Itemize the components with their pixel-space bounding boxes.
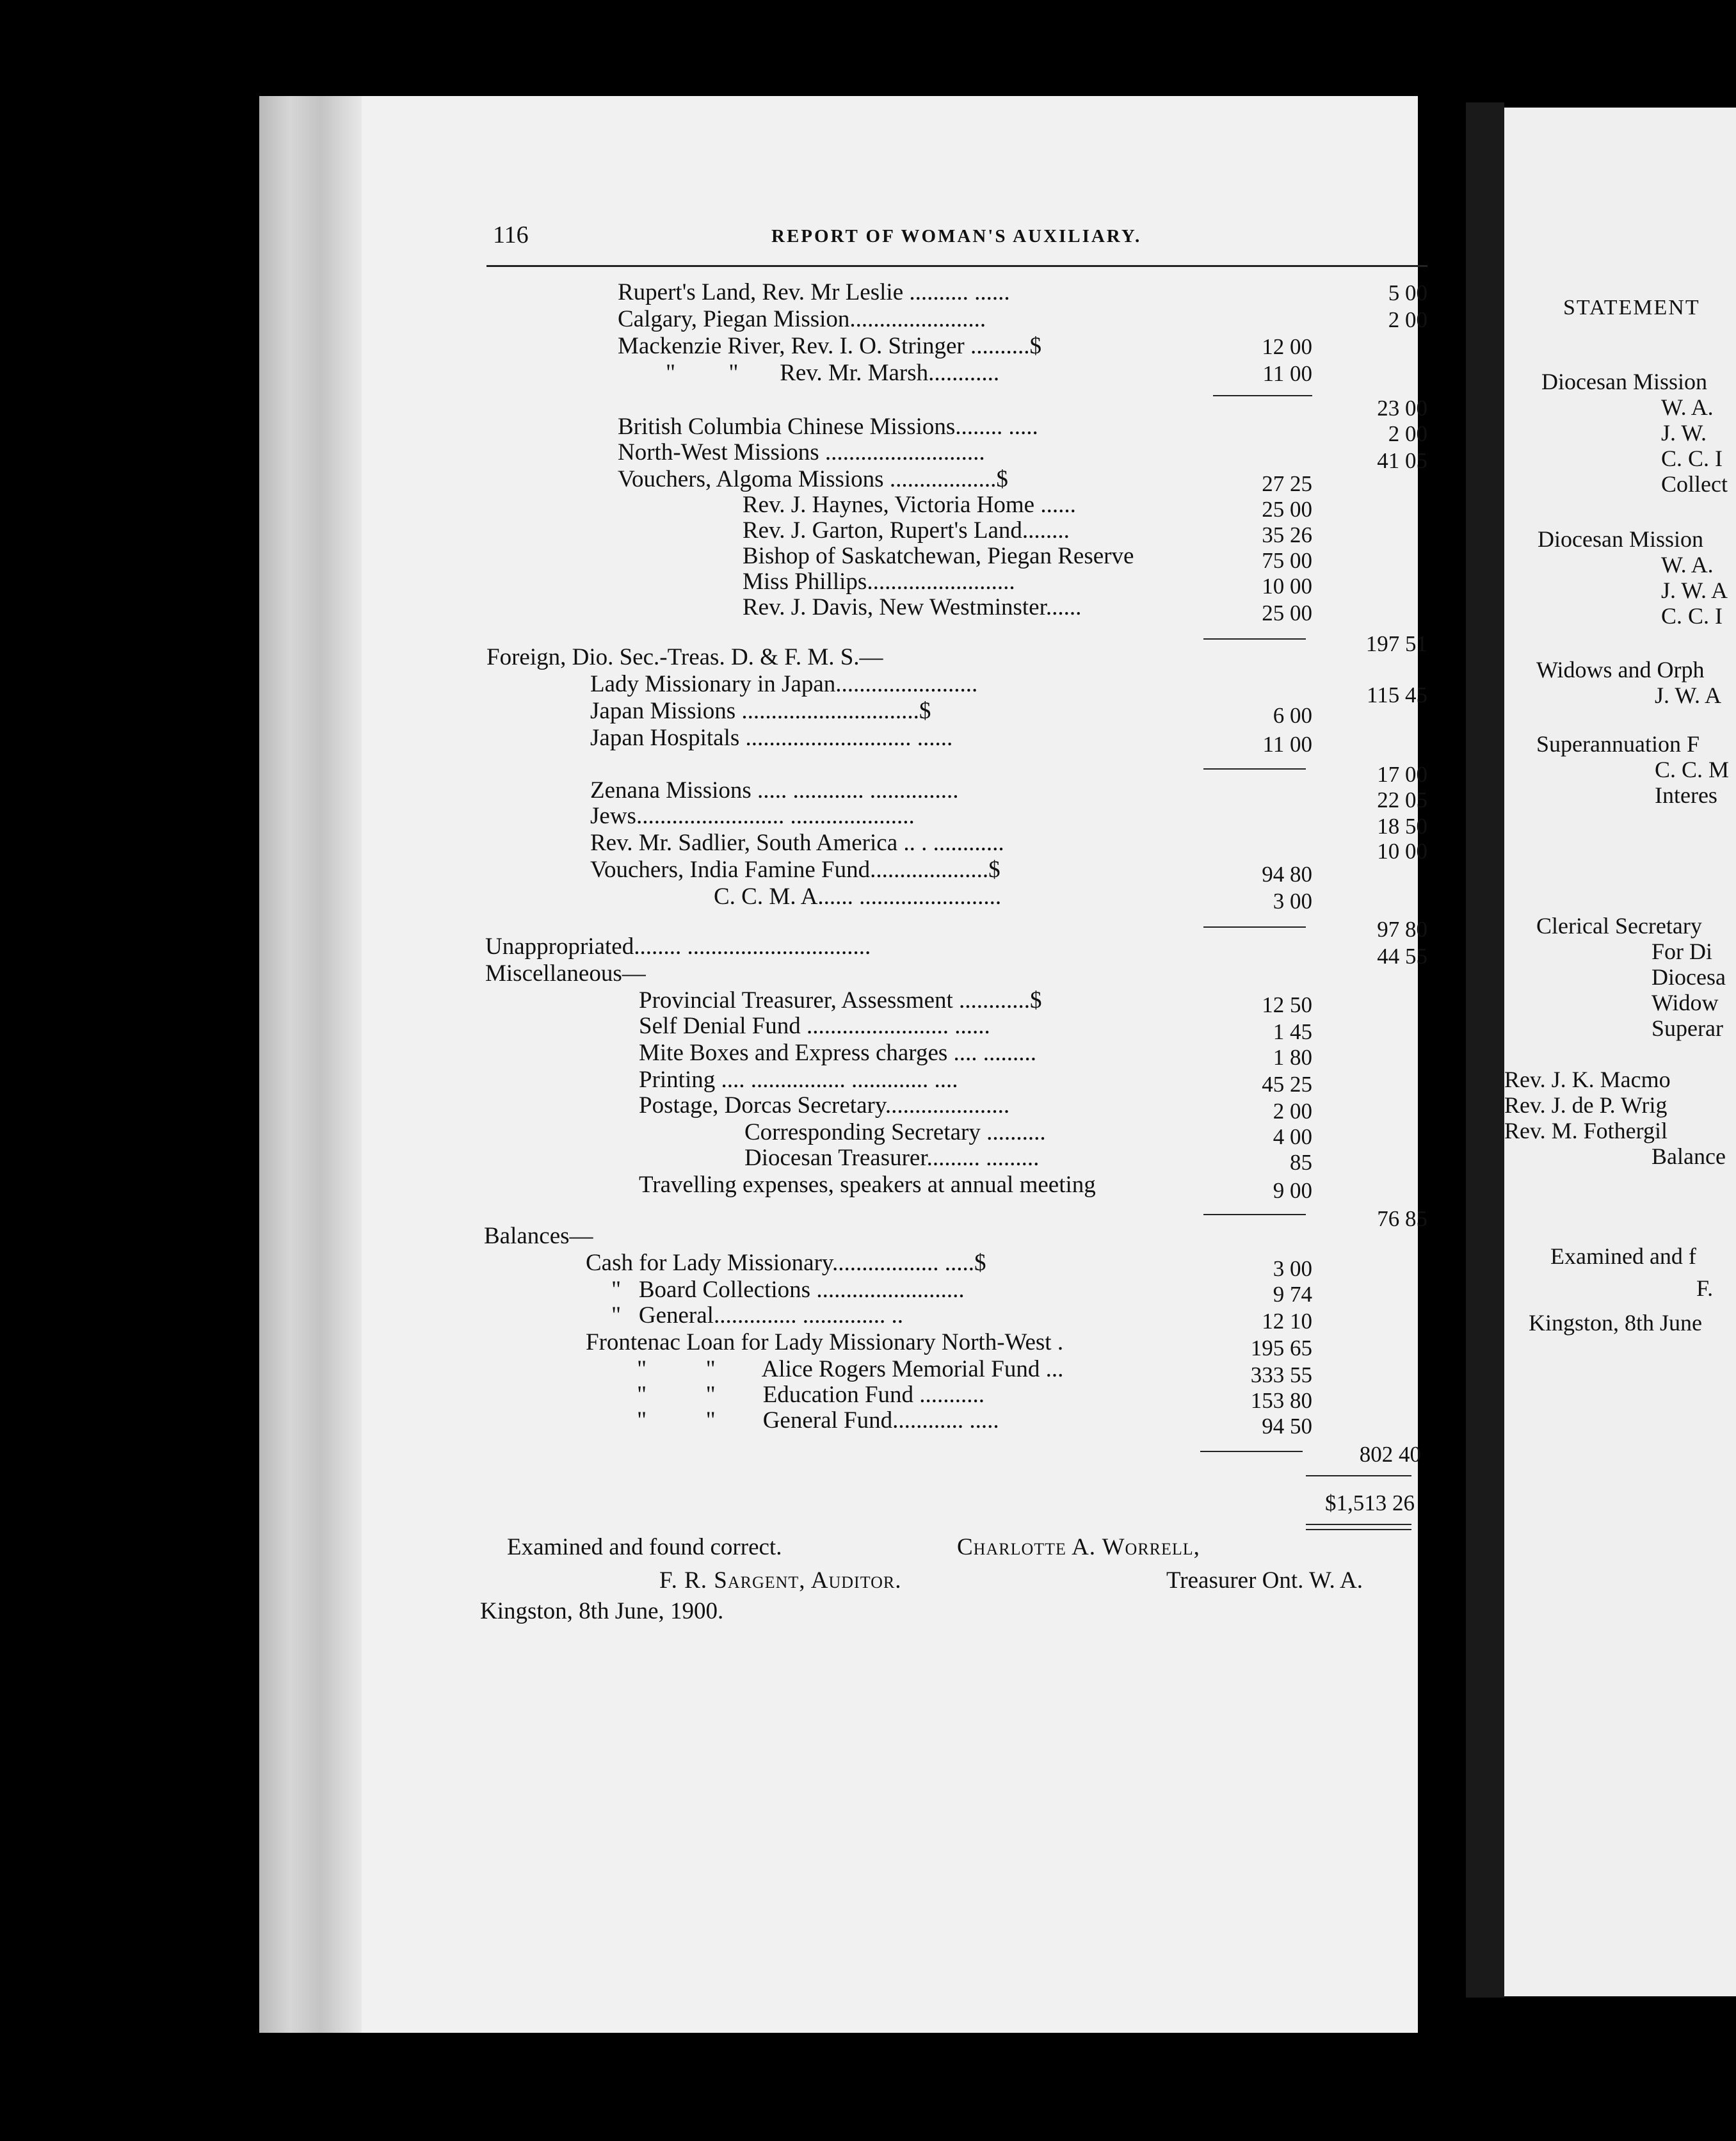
item-amount: 12 00 — [1262, 334, 1312, 359]
treasurer-name: Charlotte A. Worrell, — [957, 1534, 1200, 1560]
ledger-line: Provincial Treasurer, Assessment ............$ — [639, 987, 1042, 1014]
item-amount: 25 00 — [1262, 601, 1312, 626]
right-page-line: Rev. M. Fothergil — [1504, 1118, 1668, 1143]
ledger-line: " Board Collections ......................... — [611, 1277, 965, 1303]
right-page-line: C. C. I — [1661, 603, 1723, 629]
total-amount: 76 85 — [1377, 1206, 1427, 1231]
ledger-line: " " Education Fund ........... — [637, 1382, 985, 1408]
item-amount: 4 00 — [1273, 1124, 1312, 1149]
total-amount: 2 00 — [1388, 307, 1427, 332]
right-page-line: Balance — [1652, 1143, 1726, 1169]
right-page-line: For Di — [1652, 939, 1713, 964]
right-page-line: Collect — [1661, 471, 1728, 497]
total-amount: 23 00 — [1377, 396, 1427, 421]
item-amount: 2 00 — [1273, 1099, 1312, 1124]
total-amount: 5 00 — [1388, 280, 1427, 305]
item-amount: 11 00 — [1262, 361, 1312, 386]
ledger-line: C. C. M. A...... ........................ — [714, 884, 1002, 910]
right-page-line: Widows and Orph — [1536, 657, 1705, 683]
running-title: REPORT OF WOMAN'S AUXILIARY. — [771, 226, 1142, 246]
right-page-line: W. A. — [1661, 552, 1714, 578]
right-page-line: Widow — [1652, 990, 1719, 1015]
ledger-line: Mite Boxes and Express charges .... ......... — [639, 1040, 1037, 1066]
ledger-line: Vouchers, India Famine Fund....................$ — [590, 857, 1001, 883]
ledger-line: Bishop of Saskatchewan, Piegan Reserve — [743, 543, 1134, 569]
item-amount: 45 25 — [1262, 1072, 1312, 1097]
book-spine — [1466, 102, 1504, 1998]
ledger-line: Frontenac Loan for Lady Missionary North-West . — [586, 1329, 1064, 1355]
item-amount: 3 00 — [1273, 889, 1312, 914]
subtotal-rule — [1203, 1214, 1306, 1215]
treasurer-title: Treasurer Ont. W. A. — [1166, 1567, 1363, 1594]
section-heading: Miscellaneous— — [485, 960, 646, 987]
ledger-line: " " Rev. Mr. Marsh............ — [666, 360, 1000, 386]
right-page-line: F. — [1696, 1275, 1714, 1301]
item-amount: 35 26 — [1262, 522, 1312, 547]
grand-total: $1,513 26 — [1325, 1491, 1415, 1515]
section-heading: Balances— — [484, 1223, 593, 1249]
place-date: Kingston, 8th June, 1900. — [480, 1598, 724, 1624]
double-rule-top — [1306, 1524, 1411, 1525]
ledger-line: Travelling expenses, speakers at annual meeting — [639, 1172, 1096, 1198]
ledger-line: " " General Fund............ ..... — [637, 1407, 999, 1434]
right-page-line: Diocesa — [1652, 964, 1726, 990]
subtotal-rule — [1200, 1451, 1303, 1452]
subtotal-rule — [1203, 926, 1306, 928]
subtotal-rule — [1213, 395, 1312, 396]
ledger-line: Vouchers, Algoma Missions ..................$ — [618, 466, 1008, 492]
ledger-line: " " Alice Rogers Memorial Fund ... — [637, 1356, 1064, 1382]
ledger-line: British Columbia Chinese Missions........ ..... — [618, 414, 1038, 440]
total-amount: 44 55 — [1377, 944, 1427, 969]
right-page-line: J. W. A — [1661, 578, 1728, 603]
item-amount: 10 00 — [1262, 574, 1312, 599]
right-page-line: Diocesan Mission — [1538, 526, 1703, 552]
item-amount: 75 00 — [1262, 548, 1312, 573]
examined-note: Examined and found correct. — [507, 1534, 782, 1560]
ledger-line: Cash for Lady Missionary.................. .....$ — [586, 1250, 986, 1276]
page-edge — [259, 96, 362, 2033]
ledger-line: Rev. J. Davis, New Westminster...... — [743, 594, 1082, 620]
ledger-line: Rev. Mr. Sadlier, South America .. . ............ — [590, 830, 1004, 856]
subtotal-rule — [1203, 768, 1306, 770]
ledger-line: " General.............. .............. .. — [611, 1302, 903, 1329]
page-number: 116 — [493, 222, 529, 248]
item-amount: 1 80 — [1273, 1045, 1312, 1070]
section-heading: Foreign, Dio. Sec.-Treas. D. & F. M. S.— — [486, 644, 883, 670]
subtotal-rule — [1203, 638, 1306, 640]
total-amount: 22 05 — [1377, 788, 1427, 812]
total-amount: 197 51 — [1365, 631, 1427, 656]
item-amount: 153 80 — [1250, 1388, 1312, 1413]
item-amount: 195 65 — [1250, 1336, 1312, 1361]
ledger-line: Jews......................... ..................... — [590, 803, 915, 829]
total-amount: 17 00 — [1377, 762, 1427, 787]
total-amount: 2 00 — [1388, 421, 1427, 446]
ledger-line: Lady Missionary in Japan........................ — [590, 671, 978, 697]
item-amount: 27 25 — [1262, 471, 1312, 496]
right-page-line: Interes — [1655, 782, 1717, 808]
ledger-line: Rev. J. Garton, Rupert's Land........ — [743, 517, 1070, 544]
item-amount: 94 50 — [1262, 1414, 1312, 1439]
item-amount: 25 00 — [1262, 497, 1312, 522]
right-page-line: Superar — [1652, 1015, 1723, 1041]
right-page-line: Clerical Secretary — [1536, 913, 1702, 939]
total-amount: 10 00 — [1377, 839, 1427, 864]
total-amount: 802 40 — [1359, 1442, 1421, 1467]
ledger-line: Corresponding Secretary .......... — [744, 1119, 1046, 1145]
right-page-line: Diocesan Mission — [1541, 369, 1707, 394]
total-amount: 41 05 — [1377, 448, 1427, 473]
total-amount: 115 45 — [1367, 683, 1427, 707]
double-rule-bottom — [1306, 1529, 1411, 1530]
item-amount: 3 00 — [1273, 1256, 1312, 1281]
ledger-line: Rev. J. Haynes, Victoria Home ...... — [743, 492, 1076, 518]
ledger-line: Unappropriated........ ............................... — [485, 933, 871, 960]
item-amount: 12 50 — [1262, 992, 1312, 1017]
item-amount: 85 — [1290, 1150, 1312, 1175]
ledger-line: Rupert's Land, Rev. Mr Leslie .......... ...... — [618, 279, 1010, 305]
item-amount: 333 55 — [1250, 1362, 1312, 1387]
ledger-line: North-West Missions ........................... — [618, 439, 985, 465]
header-rule — [486, 265, 1427, 267]
right-page-line: C. C. I — [1661, 446, 1723, 471]
item-amount: 11 00 — [1262, 732, 1312, 757]
ledger-line: Postage, Dorcas Secretary..................... — [639, 1092, 1010, 1119]
right-page-line: Rev. J. K. Macmo — [1504, 1067, 1671, 1092]
item-amount: 9 74 — [1273, 1282, 1312, 1307]
ledger-line: Japan Missions ..............................$ — [590, 698, 931, 724]
item-amount: 12 10 — [1262, 1309, 1312, 1334]
ledger-line: Printing .... ................ ............. .... — [639, 1067, 958, 1093]
total-amount: 18 50 — [1377, 814, 1427, 839]
right-page — [1504, 108, 1736, 1996]
item-amount: 94 80 — [1262, 862, 1312, 887]
right-page-line: W. A. — [1661, 394, 1714, 420]
right-page-line: J. W. A — [1655, 683, 1722, 708]
item-amount: 9 00 — [1273, 1178, 1312, 1203]
item-amount: 1 45 — [1273, 1019, 1312, 1044]
item-amount: 6 00 — [1273, 703, 1312, 728]
ledger-line: Zenana Missions ..... ............ ............... — [590, 777, 959, 804]
ledger-line: Japan Hospitals ............................ ...... — [590, 725, 953, 751]
ledger-line: Miss Phillips......................... — [743, 569, 1015, 595]
ledger-line: Self Denial Fund ........................ ...... — [639, 1013, 990, 1039]
ledger-line: Mackenzie River, Rev. I. O. Stringer ..........$ — [618, 333, 1041, 359]
right-page-title: STATEMENT — [1563, 296, 1700, 319]
right-page-line: Superannuation F — [1536, 731, 1700, 757]
ledger-line: Calgary, Piegan Mission....................... — [618, 306, 986, 332]
right-page-line: J. W. — [1661, 420, 1707, 446]
total-amount: 97 80 — [1377, 917, 1427, 942]
ledger-line: Diocesan Treasurer......... ......... — [744, 1145, 1040, 1171]
right-page-line: Kingston, 8th June — [1529, 1310, 1703, 1336]
right-page-line: Rev. J. de P. Wrig — [1504, 1092, 1668, 1118]
auditor-name: F. R. Sargent, Auditor. — [659, 1567, 902, 1594]
right-page-line: Examined and f — [1550, 1243, 1696, 1269]
right-page-line: C. C. M — [1655, 757, 1730, 782]
total-rule — [1306, 1475, 1411, 1476]
